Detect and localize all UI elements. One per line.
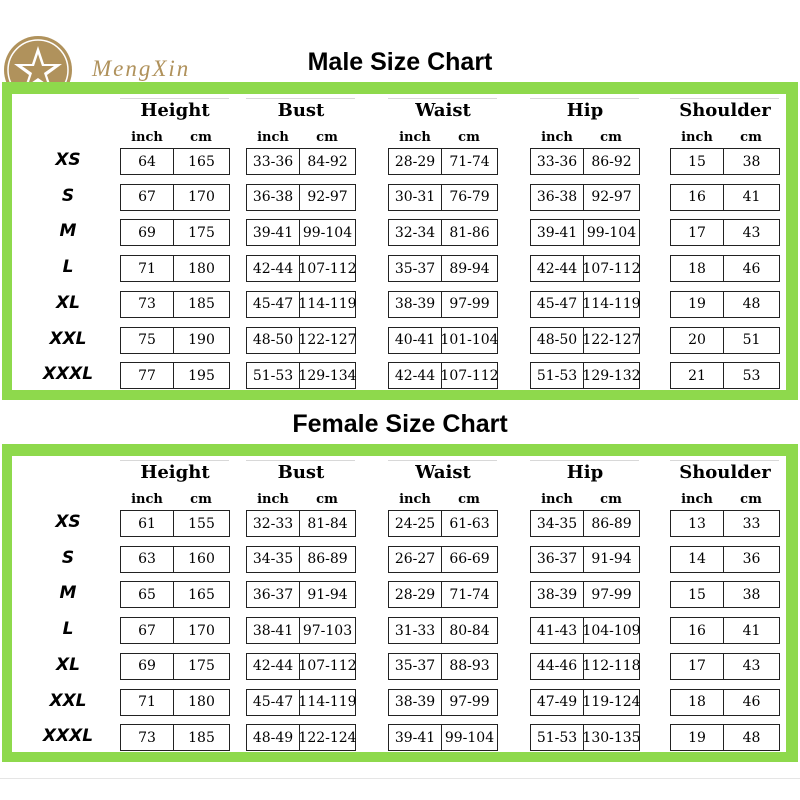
table-cell-shoulder-inch: 19 <box>670 724 724 751</box>
table-cell-shoulder-inch: 18 <box>670 255 724 282</box>
table-cell-height-cm: 175 <box>173 653 230 680</box>
size-label: L <box>62 257 74 278</box>
size-label: XXL <box>49 328 87 349</box>
table-cell-height-cm: 165 <box>173 148 230 175</box>
sub-header-inch: inch <box>681 492 713 507</box>
table-cell-waist-inch: 26-27 <box>388 546 442 573</box>
table-cell-height-inch: 73 <box>120 291 174 318</box>
table-cell-waist-cm: 88-93 <box>441 653 498 680</box>
table-cell-shoulder-cm: 48 <box>723 724 780 751</box>
table-cell-bust-inch: 51-53 <box>246 362 300 389</box>
table-cell-waist-inch: 28-29 <box>388 581 442 608</box>
sub-header-cm: cm <box>316 492 338 507</box>
table-cell-hip-inch: 45-47 <box>530 291 584 318</box>
table-cell-height-cm: 165 <box>173 581 230 608</box>
size-label: XL <box>56 292 80 313</box>
group-header-bust: Bust <box>277 462 325 483</box>
sub-header-inch: inch <box>399 130 431 145</box>
table-cell-hip-cm: 122-127 <box>583 327 640 354</box>
table-cell-waist-cm: 71-74 <box>441 148 498 175</box>
table-cell-bust-inch: 34-35 <box>246 546 300 573</box>
table-cell-shoulder-cm: 46 <box>723 255 780 282</box>
table-cell-waist-inch: 40-41 <box>388 327 442 354</box>
table-cell-hip-inch: 51-53 <box>530 362 584 389</box>
group-header-shoulder: Shoulder <box>679 462 771 483</box>
group-header-hip: Hip <box>566 100 604 121</box>
table-cell-shoulder-cm: 41 <box>723 184 780 211</box>
table-cell-hip-cm: 114-119 <box>583 291 640 318</box>
table-cell-hip-cm: 99-104 <box>583 219 640 246</box>
table-cell-shoulder-inch: 16 <box>670 617 724 644</box>
table-cell-bust-cm: 129-134 <box>299 362 356 389</box>
table-cell-waist-cm: 80-84 <box>441 617 498 644</box>
table-cell-height-cm: 170 <box>173 184 230 211</box>
table-cell-bust-cm: 91-94 <box>299 581 356 608</box>
table-cell-shoulder-cm: 51 <box>723 327 780 354</box>
table-cell-height-cm: 190 <box>173 327 230 354</box>
table-cell-waist-inch: 24-25 <box>388 510 442 537</box>
table-cell-height-cm: 180 <box>173 689 230 716</box>
table-cell-waist-cm: 99-104 <box>441 724 498 751</box>
size-label: S <box>61 547 75 568</box>
table-cell-hip-inch: 42-44 <box>530 255 584 282</box>
size-label: XS <box>55 150 81 170</box>
table-cell-height-cm: 185 <box>173 291 230 318</box>
table-cell-shoulder-inch: 17 <box>670 219 724 246</box>
table-cell-hip-cm: 119-124 <box>583 689 640 716</box>
table-cell-shoulder-cm: 43 <box>723 653 780 680</box>
table-cell-height-inch: 69 <box>120 219 174 246</box>
table-cell-shoulder-inch: 13 <box>670 510 724 537</box>
table-cell-bust-cm: 86-89 <box>299 546 356 573</box>
sub-header-inch: inch <box>681 130 713 145</box>
table-cell-height-cm: 155 <box>173 510 230 537</box>
table-cell-shoulder-inch: 19 <box>670 291 724 318</box>
table-cell-height-inch: 61 <box>120 510 174 537</box>
divider <box>0 778 800 779</box>
table-cell-waist-inch: 31-33 <box>388 617 442 644</box>
table-cell-waist-cm: 61-63 <box>441 510 498 537</box>
sub-header-inch: inch <box>131 130 163 145</box>
sub-header-inch: inch <box>541 130 573 145</box>
table-cell-bust-cm: 84-92 <box>299 148 356 175</box>
table-cell-shoulder-inch: 15 <box>670 581 724 608</box>
group-header-hip: Hip <box>566 462 604 483</box>
sub-header-cm: cm <box>458 492 480 507</box>
table-cell-hip-inch: 41-43 <box>530 617 584 644</box>
table-cell-bust-cm: 122-127 <box>299 327 356 354</box>
group-header-waist: Waist <box>415 100 471 121</box>
table-cell-waist-cm: 89-94 <box>441 255 498 282</box>
table-cell-shoulder-inch: 18 <box>670 689 724 716</box>
table-cell-height-inch: 73 <box>120 724 174 751</box>
table-cell-shoulder-cm: 38 <box>723 148 780 175</box>
size-label: S <box>61 185 75 206</box>
table-cell-shoulder-inch: 17 <box>670 653 724 680</box>
table-cell-shoulder-inch: 21 <box>670 362 724 389</box>
table-cell-height-inch: 71 <box>120 689 174 716</box>
table-cell-height-cm: 175 <box>173 219 230 246</box>
table-cell-height-inch: 71 <box>120 255 174 282</box>
table-cell-hip-cm: 92-97 <box>583 184 640 211</box>
table-cell-hip-inch: 47-49 <box>530 689 584 716</box>
table-cell-bust-inch: 36-38 <box>246 184 300 211</box>
table-cell-shoulder-cm: 38 <box>723 581 780 608</box>
table-cell-hip-cm: 104-109 <box>583 617 640 644</box>
table-cell-height-inch: 67 <box>120 617 174 644</box>
table-cell-hip-cm: 112-118 <box>583 653 640 680</box>
sub-header-cm: cm <box>316 130 338 145</box>
table-cell-waist-cm: 97-99 <box>441 689 498 716</box>
table-cell-bust-cm: 122-124 <box>299 724 356 751</box>
table-cell-shoulder-inch: 20 <box>670 327 724 354</box>
group-header-height: Height <box>140 100 210 121</box>
sub-header-cm: cm <box>740 130 762 145</box>
group-header-bust: Bust <box>277 100 325 121</box>
brand-name: MengXin <box>92 56 191 81</box>
table-cell-height-cm: 170 <box>173 617 230 644</box>
table-cell-waist-inch: 42-44 <box>388 362 442 389</box>
table-cell-hip-cm: 91-94 <box>583 546 640 573</box>
table-cell-waist-cm: 76-79 <box>441 184 498 211</box>
group-header-height: Height <box>140 462 210 483</box>
sub-header-cm: cm <box>600 492 622 507</box>
table-cell-waist-cm: 81-86 <box>441 219 498 246</box>
table-cell-hip-inch: 36-38 <box>530 184 584 211</box>
table-cell-bust-inch: 33-36 <box>246 148 300 175</box>
table-cell-waist-cm: 101-104 <box>441 327 498 354</box>
table-cell-bust-cm: 92-97 <box>299 184 356 211</box>
table-cell-hip-cm: 86-89 <box>583 510 640 537</box>
table-cell-bust-cm: 114-119 <box>299 291 356 318</box>
group-header-waist: Waist <box>415 462 471 483</box>
table-cell-height-inch: 69 <box>120 653 174 680</box>
table-cell-height-cm: 195 <box>173 362 230 389</box>
table-cell-waist-inch: 35-37 <box>388 255 442 282</box>
sub-header-cm: cm <box>600 130 622 145</box>
table-cell-hip-cm: 86-92 <box>583 148 640 175</box>
table-cell-height-inch: 67 <box>120 184 174 211</box>
table-cell-hip-inch: 34-35 <box>530 510 584 537</box>
table-cell-bust-inch: 36-37 <box>246 581 300 608</box>
table-cell-bust-inch: 42-44 <box>246 653 300 680</box>
sub-header-inch: inch <box>257 492 289 507</box>
table-cell-hip-cm: 130-135 <box>583 724 640 751</box>
table-cell-hip-inch: 51-53 <box>530 724 584 751</box>
table-cell-waist-inch: 28-29 <box>388 148 442 175</box>
sub-header-cm: cm <box>190 492 212 507</box>
table-cell-shoulder-inch: 16 <box>670 184 724 211</box>
size-label: XXL <box>49 690 87 711</box>
table-cell-hip-inch: 48-50 <box>530 327 584 354</box>
table-cell-hip-inch: 38-39 <box>530 581 584 608</box>
table-cell-shoulder-inch: 14 <box>670 546 724 573</box>
table-cell-bust-cm: 107-112 <box>299 255 356 282</box>
table-cell-bust-inch: 32-33 <box>246 510 300 537</box>
table-cell-height-cm: 160 <box>173 546 230 573</box>
sub-header-cm: cm <box>458 130 480 145</box>
size-label: M <box>59 221 77 242</box>
table-cell-bust-inch: 38-41 <box>246 617 300 644</box>
table-cell-height-cm: 180 <box>173 255 230 282</box>
table-cell-waist-inch: 32-34 <box>388 219 442 246</box>
table-cell-bust-inch: 39-41 <box>246 219 300 246</box>
table-cell-bust-inch: 45-47 <box>246 291 300 318</box>
table-cell-height-inch: 75 <box>120 327 174 354</box>
table-cell-bust-cm: 97-103 <box>299 617 356 644</box>
table-cell-hip-inch: 39-41 <box>530 219 584 246</box>
female-chart-title: Female Size Chart <box>292 410 508 438</box>
sub-header-inch: inch <box>257 130 289 145</box>
sub-header-inch: inch <box>131 492 163 507</box>
table-cell-hip-cm: 97-99 <box>583 581 640 608</box>
size-label: XL <box>56 654 80 675</box>
table-cell-bust-inch: 48-49 <box>246 724 300 751</box>
table-cell-shoulder-cm: 36 <box>723 546 780 573</box>
sub-header-cm: cm <box>190 130 212 145</box>
table-cell-waist-cm: 71-74 <box>441 581 498 608</box>
table-cell-bust-cm: 99-104 <box>299 219 356 246</box>
table-cell-hip-inch: 33-36 <box>530 148 584 175</box>
table-cell-waist-cm: 97-99 <box>441 291 498 318</box>
sub-header-inch: inch <box>399 492 431 507</box>
table-cell-bust-cm: 81-84 <box>299 510 356 537</box>
table-cell-height-inch: 63 <box>120 546 174 573</box>
size-label: XXXL <box>42 364 94 385</box>
table-cell-waist-cm: 66-69 <box>441 546 498 573</box>
table-cell-hip-cm: 107-112 <box>583 255 640 282</box>
sub-header-inch: inch <box>541 492 573 507</box>
size-label: XXXL <box>42 726 94 747</box>
size-label: XS <box>55 512 81 532</box>
table-cell-height-inch: 65 <box>120 581 174 608</box>
table-cell-shoulder-cm: 33 <box>723 510 780 537</box>
table-cell-waist-inch: 35-37 <box>388 653 442 680</box>
sub-header-cm: cm <box>740 492 762 507</box>
size-label: L <box>62 619 74 640</box>
table-cell-waist-inch: 38-39 <box>388 291 442 318</box>
table-cell-shoulder-cm: 46 <box>723 689 780 716</box>
table-cell-bust-inch: 42-44 <box>246 255 300 282</box>
table-cell-shoulder-cm: 43 <box>723 219 780 246</box>
table-cell-height-cm: 185 <box>173 724 230 751</box>
table-cell-shoulder-inch: 15 <box>670 148 724 175</box>
table-cell-waist-inch: 30-31 <box>388 184 442 211</box>
table-cell-shoulder-cm: 41 <box>723 617 780 644</box>
table-cell-waist-inch: 39-41 <box>388 724 442 751</box>
table-cell-hip-cm: 129-132 <box>583 362 640 389</box>
table-cell-waist-cm: 107-112 <box>441 362 498 389</box>
table-cell-waist-inch: 38-39 <box>388 689 442 716</box>
group-header-shoulder: Shoulder <box>679 100 771 121</box>
table-cell-bust-inch: 45-47 <box>246 689 300 716</box>
table-cell-shoulder-cm: 48 <box>723 291 780 318</box>
table-cell-shoulder-cm: 53 <box>723 362 780 389</box>
size-label: M <box>59 583 77 604</box>
table-cell-height-inch: 77 <box>120 362 174 389</box>
table-cell-height-inch: 64 <box>120 148 174 175</box>
table-cell-bust-inch: 48-50 <box>246 327 300 354</box>
table-cell-hip-inch: 36-37 <box>530 546 584 573</box>
table-cell-bust-cm: 107-112 <box>299 653 356 680</box>
table-cell-bust-cm: 114-119 <box>299 689 356 716</box>
male-chart-title: Male Size Chart <box>307 48 493 76</box>
table-cell-hip-inch: 44-46 <box>530 653 584 680</box>
